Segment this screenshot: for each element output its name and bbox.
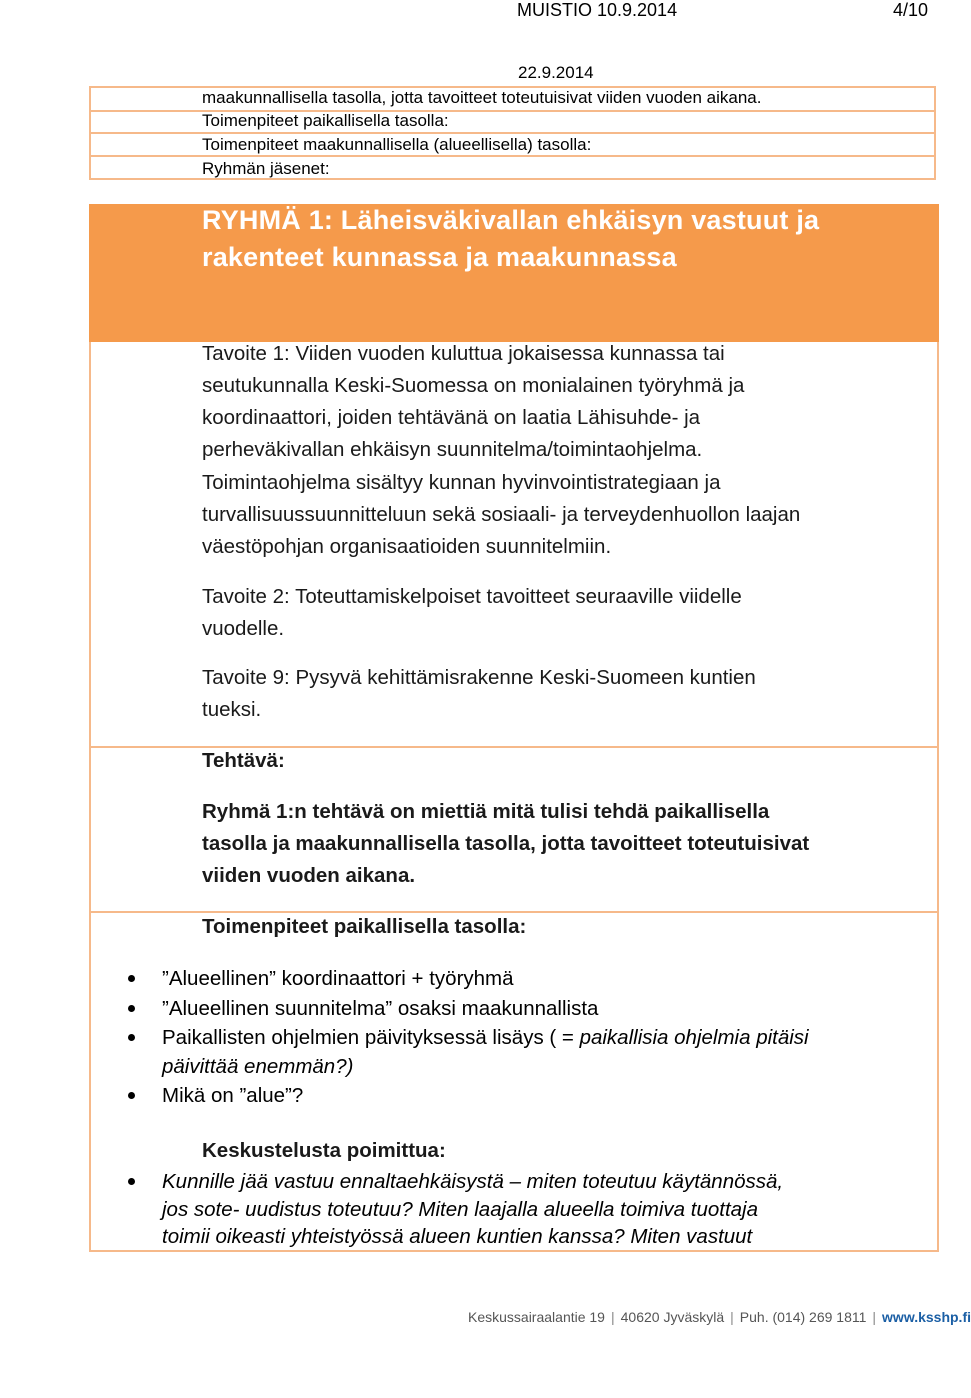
list-item-continuation: päivittää enemmän?) (162, 1055, 354, 1078)
task-label: Tehtävä: (202, 749, 285, 772)
local-measures-label: Toimenpiteet paikallisella tasolla: (202, 915, 527, 938)
footer-city: 40620 Jyväskylä (620, 1309, 725, 1325)
bullet-icon (128, 1092, 135, 1099)
group-title-line-1: RYHMÄ 1: Läheisväkivallan ehkäisyn vastuut ja (202, 205, 820, 235)
footer-phone: Puh. (014) 269 1811 (739, 1309, 867, 1325)
goal9-line: tueksi. (202, 698, 262, 721)
task-line: viiden vuoden aikana. (202, 864, 416, 887)
discussion-line: toimii oikeasti yhteistyössä alueen kuntien kanssa? Miten vastuut (162, 1225, 753, 1248)
footer-contact (468, 1309, 971, 1325)
meeting-date: 22.9.2014 (518, 63, 594, 82)
bullet-icon (128, 975, 135, 982)
summary-line-3: Toimenpiteet maakunnallisella (alueellisella) tasolla: (202, 135, 592, 154)
list-item: ”Alueellinen suunnitelma” osaksi maakunnallista (162, 997, 599, 1020)
bullet-icon (128, 1005, 135, 1012)
goal1-line: koordinaattori, joiden tehtävänä on laatia Lähisuhde- ja (202, 406, 701, 429)
summary-line-2: Toimenpiteet paikallisella tasolla: (202, 111, 449, 130)
list-item: Mikä on ”alue”? (162, 1084, 304, 1107)
discussion-line: Kunnille jää vastuu ennaltaehkäisystä – miten toteutuu käytännössä, (162, 1170, 784, 1193)
goal1-line: turvallisuussuunnitteluun sekä sosiaali- ja terveydenhuollon laajan (202, 503, 801, 526)
goal2-line: Tavoite 2: Toteuttamiskelpoiset tavoitteet seuraaville viidelle (202, 585, 742, 608)
goal1-line: perheväkivallan ehkäisyn suunnitelma/toimintaohjelma. (202, 438, 703, 461)
bullet-icon (128, 1034, 135, 1041)
list-item-italic: paikallisia ohjelmia pitäisi (579, 1026, 809, 1049)
list-item-text: Paikallisten ohjelmien päivityksessä lisäys ( = (162, 1026, 580, 1049)
goal9-line: Tavoite 9: Pysyvä kehittämisrakenne Keski-Suomeen kuntien (202, 666, 756, 689)
summary-line-1: maakunnallisella tasolla, jotta tavoitteet toteutuisivat viiden vuoden aikana. (202, 88, 762, 107)
bullet-icon (128, 1178, 135, 1185)
goal1-line: väestöpohjan organisaatioiden suunnitelmiin. (202, 535, 612, 558)
group-title-line-2: rakenteet kunnassa ja maakunnassa (202, 242, 677, 272)
footer-separator: | (872, 1309, 877, 1325)
list-item: ”Alueellinen” koordinaattori + työryhmä (162, 967, 514, 990)
page-number: 4/10 (893, 0, 929, 20)
goal1-line: Tavoite 1: Viiden vuoden kuluttua jokaisessa kunnassa tai (202, 342, 725, 365)
task-line: Ryhmä 1:n tehtävä on miettiä mitä tulisi tehdä paikallisella (202, 800, 770, 823)
discussion-line: jos sote- uudistus toteutuu? Miten laajalla alueella toimiva tuottaja (162, 1198, 758, 1221)
task-line: tasolla ja maakunnallisella tasolla, jotta tavoitteet toteutuisivat (202, 832, 810, 855)
list-item (162, 1023, 809, 1052)
goal1-line: seutukunnalla Keski-Suomessa on monialainen työryhmä ja (202, 374, 745, 397)
goal1-line: Toimintaohjelma sisältyy kunnan hyvinvointistrategiaan ja (202, 471, 721, 494)
footer-website-link[interactable]: www.ksshp.fi (882, 1309, 971, 1325)
footer-separator: | (730, 1309, 734, 1325)
goal2-line: vuodelle. (202, 617, 285, 640)
summary-line-4: Ryhmän jäsenet: (202, 159, 330, 178)
memo-date-header: MUISTIO 10.9.2014 (517, 0, 678, 20)
footer-address: Keskussairaalantie 19 (468, 1309, 605, 1325)
discussion-label: Keskustelusta poimittua: (202, 1139, 446, 1162)
footer-separator: | (610, 1309, 615, 1325)
